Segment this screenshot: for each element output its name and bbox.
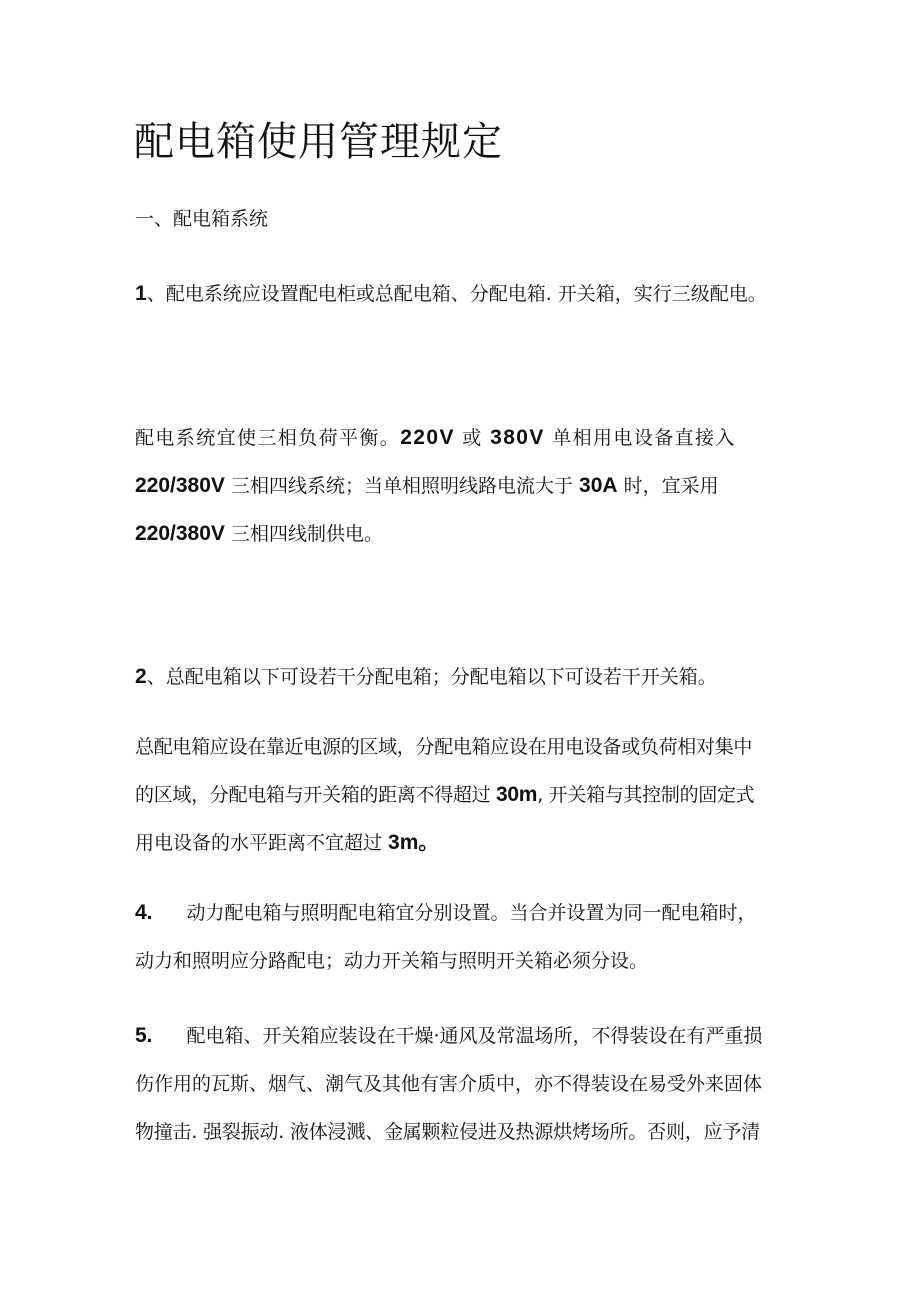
text-span: 三相四线系统；当单相照明线路电流大于: [224, 475, 580, 497]
distance-value: 30m: [496, 783, 538, 806]
paragraph-line: 动力和照明应分路配电；动力开关箱与照明开关箱必须分设。: [135, 950, 649, 972]
paragraph-line: [135, 426, 736, 450]
section-heading: 一、配电箱系统: [135, 208, 269, 230]
item-text: 动力配电箱与照明配电箱宜分别设置。当合并设置为同一配电箱时，: [186, 902, 757, 924]
item-number: 4.: [135, 901, 153, 924]
paragraph-line: [135, 831, 439, 855]
item-number: 2: [135, 665, 147, 688]
text-span: 用电设备的水平距离不宜超过: [135, 832, 389, 854]
voltage-value: 380V: [490, 426, 545, 449]
text-span: 单相用电设备直接入: [544, 427, 736, 449]
item-text: 、总配电箱以下可设若干分配电箱；分配电箱以下可设若干开关箱。: [146, 666, 717, 688]
current-value: 30A: [579, 474, 618, 497]
document-title: 配电箱使用管理规定: [134, 119, 503, 165]
item-5: [135, 1024, 763, 1048]
item-4: [135, 901, 757, 925]
item-number: 5.: [135, 1024, 153, 1047]
text-span: 三相四线制供电。: [224, 523, 383, 545]
text-span: 配电系统宜使三相负荷平衡。: [135, 427, 401, 449]
item-text: 配电箱、开关箱应装设在干燥·通风及常温场所，不得装设在有严重损: [186, 1025, 763, 1047]
text-span: 时，宜采用: [617, 475, 719, 497]
item-1: [135, 282, 767, 306]
voltage-value: 220V: [400, 426, 455, 449]
voltage-value: 220/380V: [135, 522, 225, 545]
item-number: 1: [135, 282, 147, 305]
paragraph-line: 物撞击. 强裂振动. 液体浸溅、金属颗粒侵进及热源烘烤场所。否则，应予清: [135, 1121, 760, 1143]
item-text: 、配电系统应设置配电柜或总配电箱、分配电箱. 开关箱，实行三级配电。: [146, 283, 767, 305]
paragraph-line: 总配电箱应设在靠近电源的区域，分配电箱应设在用电设备或负荷相对集中: [135, 736, 753, 758]
text-span: 的区域，分配电箱与开关箱的距离不得超过: [135, 784, 497, 806]
item-2: [135, 665, 717, 689]
distance-value: 3m。: [388, 831, 440, 854]
paragraph-line: [135, 522, 383, 546]
paragraph-line: 伤作用的瓦斯、烟气、潮气及其他有害介质中，亦不得装设在易受外来固体: [135, 1073, 763, 1095]
voltage-value: 220/380V: [135, 474, 225, 497]
paragraph-line: [135, 783, 754, 807]
text-span: , 开关箱与其控制的固定式: [537, 784, 755, 806]
text-span: 或: [454, 427, 491, 449]
paragraph-line: [135, 474, 719, 498]
